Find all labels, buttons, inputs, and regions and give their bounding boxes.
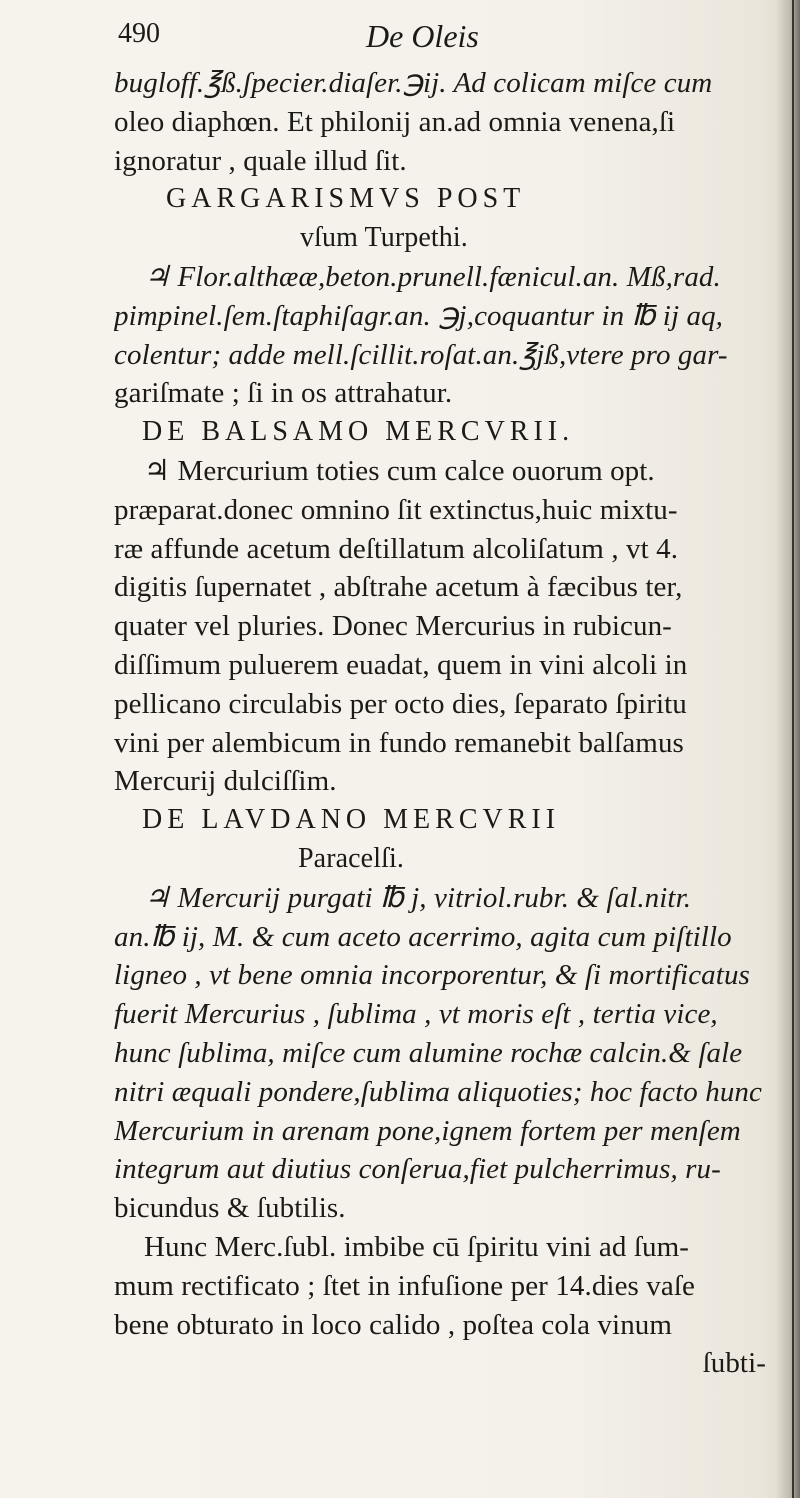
recipe-line: integrum aut diutius conſerua,fiet pulcherrimus, ru- (114, 1153, 721, 1186)
recipe-line: colentur; adde mell.ſcillit.roſat.an.℥jß,vtere pro gar- (114, 338, 728, 371)
recipe-line: pimpinel.ſem.ſtaphiſagr.an. ℈j,coquantur in ℔ ij aq, (114, 299, 724, 332)
text-line: Mercurij dulciſſim. (114, 765, 337, 798)
recipe-line: ♃ Mercurij purgati ℔ j, vitriol.rubr. & ſal.nitr. (144, 881, 692, 914)
text-line: pellicano circulabis per octo dies, ſeparato ſpiritu (114, 687, 687, 720)
section-heading: DE BALSAMO MERCVRII. (142, 416, 575, 448)
running-head: De Oleis (366, 18, 479, 54)
text-line: Hunc Merc.ſubl. imbibe cū ſpiritu vini ad ſum- (144, 1230, 690, 1263)
text-line: quater vel pluries. Donec Mercurius in rubicun- (114, 610, 672, 643)
recipe-line: hunc ſublima, miſce cum alumine rochæ calcin.& ſale (114, 1036, 743, 1069)
text-line: bicundus & ſubtilis. (114, 1192, 346, 1225)
recipe-line: an.℔ ij, M. & cum aceto acerrimo, agita cum piſtillo (114, 920, 732, 953)
catchword: ſubti- (702, 1347, 766, 1380)
section-subheading: Paracelſi. (298, 842, 404, 874)
text-line: gariſmate ; ſi in os attrahatur. (114, 377, 453, 410)
section-heading: DE LAVDANO MERCVRII (142, 804, 561, 836)
text-line: ræ affunde acetum deſtillatum alcoliſatum , vt 4. (114, 532, 679, 565)
text-line: diſſimum puluerem euadat, quem in vini alcoli in (114, 648, 688, 681)
recipe-line: ligneo , vt bene omnia incorporentur, & ſi mortificatus (114, 959, 750, 992)
recipe-line: nitri æquali pondere,ſublima aliquoties; hoc facto hunc (114, 1075, 763, 1108)
text-line: digitis ſupernatet , abſtrahe acetum à fæcibus ter, (114, 571, 683, 604)
recipe-line: fuerit Mercurius , ſublima , vt moris eſt , tertia vice, (114, 998, 718, 1031)
section-heading: GARGARISMVS POST (166, 183, 526, 215)
page-edge-line (792, 0, 794, 1498)
text-line: bene obturato in loco calido , poſtea cola vinum (114, 1308, 673, 1341)
text-line: ♃ Mercurium toties cum calce ouorum opt. (144, 454, 655, 487)
recipe-line: Mercurium in arenam pone,ignem fortem per menſem (114, 1114, 741, 1147)
page-number: 490 (118, 18, 160, 49)
text-line: bugloff.℥ß.ʃpecier.diaſer.℈ij. Ad colicam miſce cum (114, 67, 713, 99)
recipe-line: ♃ Flor.althææ,beton.prunell.fænicul.an. Mß,rad. (144, 260, 721, 293)
text-line: mum rectificato ; ſtet in infuſione per 14.dies vaſe (114, 1269, 695, 1302)
text-line: vini per alembicum in fundo remanebit balſamus (114, 726, 684, 759)
page-header (118, 18, 778, 64)
text-line: oleo diaphœn. Et philonij an.ad omnia venena,ſi (114, 105, 676, 138)
text-line: ignoratur , quale illud ſit. (114, 144, 407, 177)
page-edge-shadow (776, 0, 800, 1498)
text-line: præparat.donec omnino ſit extinctus,huic mixtu- (114, 493, 678, 526)
section-subheading: vſum Turpethi. (300, 222, 468, 254)
page-body (114, 64, 770, 1383)
